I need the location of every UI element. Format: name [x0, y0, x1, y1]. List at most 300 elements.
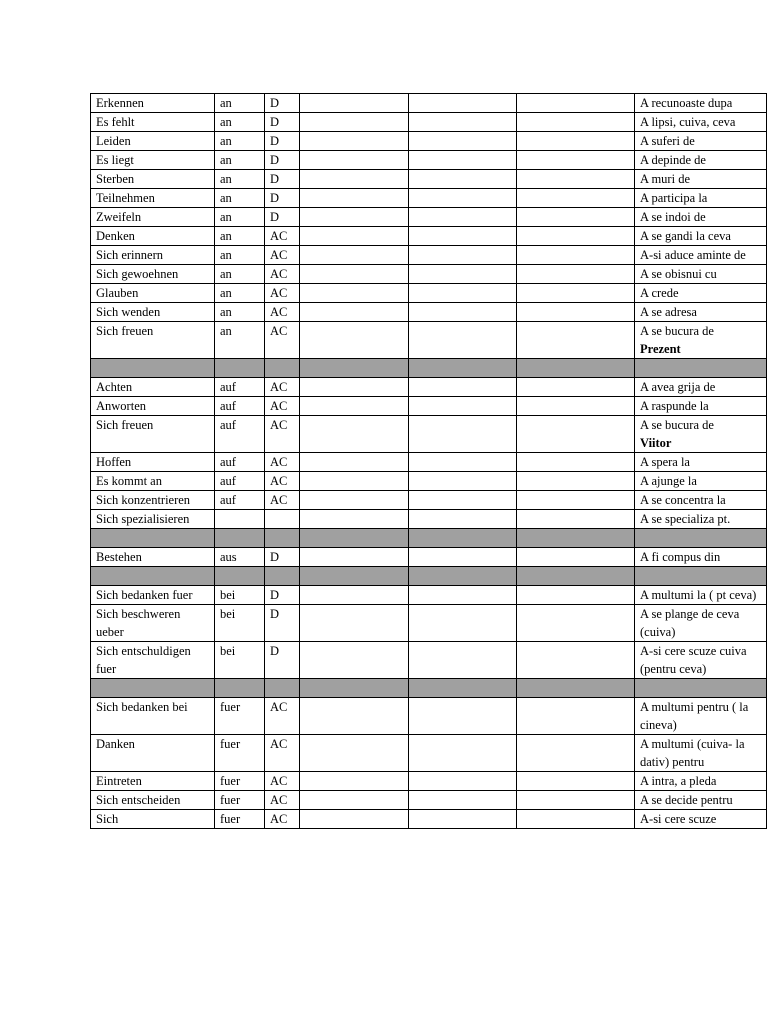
preposition-cell: [215, 548, 265, 567]
preposition-text: an: [220, 172, 232, 186]
preposition-text: an: [220, 229, 232, 243]
empty-cell: [517, 642, 635, 679]
empty-cell: [409, 170, 517, 189]
translation-text: A se obisnui cu: [640, 267, 717, 281]
empty-cell: [300, 113, 409, 132]
preposition-text: an: [220, 115, 232, 129]
empty-cell: [517, 170, 635, 189]
translation-text: A multumi pentru ( la cineva): [640, 700, 749, 732]
translation-cell: [635, 132, 767, 151]
preposition-cell: [215, 472, 265, 491]
case-cell: [265, 208, 300, 227]
translation-cell: [635, 472, 767, 491]
preposition-cell: [215, 510, 265, 529]
verb-text: Hoffen: [96, 455, 132, 469]
empty-cell: [517, 378, 635, 397]
table-row: [91, 510, 767, 529]
empty-cell: [409, 491, 517, 510]
preposition-text: an: [220, 134, 232, 148]
preposition-cell: [215, 810, 265, 829]
verb-text: Sich entscheiden: [96, 793, 181, 807]
verb-cell: [91, 265, 215, 284]
verb-cell: [91, 94, 215, 113]
verb-cell: [91, 698, 215, 735]
translation-text: A muri de: [640, 172, 690, 186]
separator-cell: [635, 359, 767, 378]
case-cell: [265, 416, 300, 453]
preposition-text: auf: [220, 474, 236, 488]
vocabulary-table-body: [91, 94, 767, 829]
case-cell: [265, 265, 300, 284]
empty-cell: [517, 94, 635, 113]
case-cell: [265, 586, 300, 605]
case-cell: [265, 151, 300, 170]
table-row: [91, 416, 767, 453]
empty-cell: [409, 397, 517, 416]
separator-cell: [635, 679, 767, 698]
verb-cell: [91, 227, 215, 246]
verb-cell: [91, 113, 215, 132]
translation-cell: [635, 416, 767, 453]
empty-cell: [517, 605, 635, 642]
empty-cell: [409, 246, 517, 265]
verb-cell: [91, 151, 215, 170]
translation-text: A multumi la ( pt ceva): [640, 588, 757, 602]
empty-cell: [517, 132, 635, 151]
empty-cell: [409, 189, 517, 208]
case-text: AC: [270, 418, 288, 432]
verb-text: Denken: [96, 229, 135, 243]
verb-cell: [91, 735, 215, 772]
case-text: AC: [270, 812, 288, 826]
empty-cell: [517, 246, 635, 265]
preposition-cell: [215, 491, 265, 510]
translation-text: A lipsi, cuiva, ceva: [640, 115, 736, 129]
empty-cell: [409, 151, 517, 170]
verb-text: Danken: [96, 737, 135, 751]
empty-cell: [300, 322, 409, 359]
table-row: [91, 284, 767, 303]
table-row: [91, 397, 767, 416]
separator-cell: [517, 359, 635, 378]
empty-cell: [409, 548, 517, 567]
empty-cell: [300, 246, 409, 265]
translation-cell: [635, 453, 767, 472]
case-cell: [265, 94, 300, 113]
empty-cell: [517, 791, 635, 810]
empty-cell: [300, 510, 409, 529]
tense-note: Viitor: [640, 436, 672, 450]
case-text: AC: [270, 229, 288, 243]
preposition-text: auf: [220, 493, 236, 507]
translation-cell: [635, 791, 767, 810]
translation-text: A-si cere scuze cuiva (pentru ceva): [640, 644, 747, 676]
preposition-text: an: [220, 248, 232, 262]
verb-text: Sich erinnern: [96, 248, 163, 262]
table-row: [91, 453, 767, 472]
preposition-cell: [215, 132, 265, 151]
table-row: [91, 227, 767, 246]
preposition-text: bei: [220, 644, 236, 658]
empty-cell: [517, 284, 635, 303]
case-cell: [265, 132, 300, 151]
preposition-cell: [215, 189, 265, 208]
table-row: [91, 208, 767, 227]
separator-cell: [409, 529, 517, 548]
empty-cell: [300, 642, 409, 679]
empty-cell: [409, 698, 517, 735]
case-text: AC: [270, 399, 288, 413]
verb-text: Sich gewoehnen: [96, 267, 179, 281]
translation-text: A fi compus din: [640, 550, 721, 564]
section-separator-row: [91, 679, 767, 698]
translation-cell: [635, 284, 767, 303]
verb-cell: [91, 208, 215, 227]
empty-cell: [517, 510, 635, 529]
separator-cell: [215, 359, 265, 378]
case-cell: [265, 510, 300, 529]
table-row: [91, 151, 767, 170]
section-separator-row: [91, 529, 767, 548]
verb-cell: [91, 132, 215, 151]
empty-cell: [409, 113, 517, 132]
empty-cell: [409, 472, 517, 491]
empty-cell: [300, 132, 409, 151]
preposition-text: auf: [220, 399, 236, 413]
empty-cell: [300, 303, 409, 322]
preposition-cell: [215, 586, 265, 605]
translation-text: A se concentra la: [640, 493, 726, 507]
separator-cell: [635, 529, 767, 548]
translation-text: A participa la: [640, 191, 708, 205]
table-row: [91, 698, 767, 735]
case-cell: [265, 772, 300, 791]
verb-cell: [91, 453, 215, 472]
preposition-cell: [215, 322, 265, 359]
verb-cell: [91, 586, 215, 605]
translation-text: A-si cere scuze: [640, 812, 717, 826]
empty-cell: [300, 397, 409, 416]
translation-cell: [635, 246, 767, 265]
empty-cell: [517, 397, 635, 416]
empty-cell: [517, 322, 635, 359]
verb-text: Zweifeln: [96, 210, 142, 224]
verb-cell: [91, 605, 215, 642]
preposition-cell: [215, 416, 265, 453]
case-cell: [265, 322, 300, 359]
preposition-text: an: [220, 153, 232, 167]
separator-cell: [300, 567, 409, 586]
case-text: AC: [270, 793, 288, 807]
translation-cell: [635, 94, 767, 113]
verb-cell: [91, 303, 215, 322]
empty-cell: [300, 189, 409, 208]
verb-cell: [91, 642, 215, 679]
separator-cell: [300, 529, 409, 548]
preposition-text: bei: [220, 588, 236, 602]
case-cell: [265, 548, 300, 567]
case-cell: [265, 170, 300, 189]
case-cell: [265, 642, 300, 679]
preposition-cell: [215, 453, 265, 472]
translation-text: A se gandi la ceva: [640, 229, 731, 243]
verb-cell: [91, 491, 215, 510]
table-row: [91, 605, 767, 642]
verb-cell: [91, 322, 215, 359]
preposition-cell: [215, 284, 265, 303]
verb-cell: [91, 772, 215, 791]
preposition-text: fuer: [220, 774, 241, 788]
preposition-cell: [215, 735, 265, 772]
empty-cell: [300, 791, 409, 810]
preposition-text: an: [220, 191, 232, 205]
preposition-text: fuer: [220, 737, 241, 751]
case-text: AC: [270, 324, 288, 338]
empty-cell: [409, 265, 517, 284]
empty-cell: [517, 548, 635, 567]
translation-text: A spera la: [640, 455, 690, 469]
preposition-cell: [215, 378, 265, 397]
case-text: D: [270, 210, 280, 224]
empty-cell: [409, 810, 517, 829]
empty-cell: [300, 151, 409, 170]
preposition-cell: [215, 151, 265, 170]
separator-cell: [91, 679, 215, 698]
translation-cell: [635, 491, 767, 510]
verb-text: Sich konzentrieren: [96, 493, 191, 507]
empty-cell: [517, 208, 635, 227]
empty-cell: [409, 378, 517, 397]
preposition-cell: [215, 698, 265, 735]
separator-cell: [517, 529, 635, 548]
translation-text: A ajunge la: [640, 474, 697, 488]
verb-text: Es liegt: [96, 153, 134, 167]
verb-text: Sich beschweren ueber: [96, 607, 181, 639]
translation-text: A-si aduce aminte de: [640, 248, 746, 262]
translation-cell: [635, 397, 767, 416]
case-text: AC: [270, 380, 288, 394]
preposition-text: auf: [220, 418, 236, 432]
case-text: D: [270, 134, 280, 148]
empty-cell: [517, 472, 635, 491]
empty-cell: [300, 208, 409, 227]
table-row: [91, 132, 767, 151]
verb-cell: [91, 189, 215, 208]
verb-text: Sich: [96, 812, 119, 826]
tense-note: Prezent: [640, 342, 681, 356]
separator-cell: [409, 359, 517, 378]
empty-cell: [409, 94, 517, 113]
preposition-text: fuer: [220, 700, 241, 714]
translation-cell: [635, 586, 767, 605]
translation-text: A recunoaste dupa: [640, 96, 733, 110]
translation-text: A multumi (cuiva- la dativ) pentru: [640, 737, 745, 769]
verb-cell: [91, 810, 215, 829]
empty-cell: [517, 151, 635, 170]
separator-cell: [517, 567, 635, 586]
table-row: [91, 791, 767, 810]
separator-cell: [635, 567, 767, 586]
section-separator-row: [91, 567, 767, 586]
verb-text: Eintreten: [96, 774, 142, 788]
separator-cell: [91, 567, 215, 586]
table-row: [91, 265, 767, 284]
empty-cell: [409, 791, 517, 810]
translation-cell: [635, 698, 767, 735]
preposition-cell: [215, 246, 265, 265]
translation-cell: [635, 378, 767, 397]
empty-cell: [300, 284, 409, 303]
case-cell: [265, 791, 300, 810]
preposition-text: aus: [220, 550, 237, 564]
separator-cell: [215, 529, 265, 548]
separator-cell: [265, 567, 300, 586]
preposition-cell: [215, 208, 265, 227]
separator-cell: [215, 679, 265, 698]
table-row: [91, 246, 767, 265]
case-cell: [265, 491, 300, 510]
preposition-cell: [215, 605, 265, 642]
translation-cell: [635, 208, 767, 227]
empty-cell: [517, 265, 635, 284]
case-text: D: [270, 115, 280, 129]
separator-cell: [265, 679, 300, 698]
empty-cell: [409, 284, 517, 303]
verb-text: Sich freuen: [96, 418, 154, 432]
table-row: [91, 735, 767, 772]
verb-text: Es fehlt: [96, 115, 135, 129]
translation-cell: [635, 548, 767, 567]
table-row: [91, 491, 767, 510]
case-text: AC: [270, 286, 288, 300]
case-text: D: [270, 191, 280, 205]
empty-cell: [300, 810, 409, 829]
empty-cell: [300, 698, 409, 735]
table-row: [91, 303, 767, 322]
translation-text: A suferi de: [640, 134, 695, 148]
case-cell: [265, 453, 300, 472]
table-row: [91, 810, 767, 829]
verb-cell: [91, 246, 215, 265]
case-cell: [265, 189, 300, 208]
case-cell: [265, 378, 300, 397]
vocabulary-table: [90, 93, 767, 829]
case-cell: [265, 227, 300, 246]
empty-cell: [517, 189, 635, 208]
case-text: D: [270, 96, 280, 110]
translation-text: A se specializa pt.: [640, 512, 731, 526]
verb-text: Sich entschuldigen fuer: [96, 644, 191, 676]
verb-text: Anworten: [96, 399, 146, 413]
separator-cell: [300, 679, 409, 698]
translation-cell: [635, 642, 767, 679]
table-row: [91, 189, 767, 208]
preposition-text: an: [220, 96, 232, 110]
separator-cell: [215, 567, 265, 586]
case-text: D: [270, 607, 280, 621]
case-cell: [265, 735, 300, 772]
empty-cell: [409, 772, 517, 791]
separator-cell: [517, 679, 635, 698]
translation-cell: [635, 170, 767, 189]
separator-cell: [265, 529, 300, 548]
case-cell: [265, 698, 300, 735]
table-row: [91, 586, 767, 605]
separator-cell: [300, 359, 409, 378]
empty-cell: [409, 605, 517, 642]
separator-cell: [409, 679, 517, 698]
separator-cell: [409, 567, 517, 586]
translation-text: A se indoi de: [640, 210, 706, 224]
preposition-text: fuer: [220, 812, 241, 826]
verb-cell: [91, 170, 215, 189]
preposition-text: auf: [220, 455, 236, 469]
case-text: AC: [270, 493, 288, 507]
preposition-text: an: [220, 324, 232, 338]
empty-cell: [409, 227, 517, 246]
empty-cell: [517, 735, 635, 772]
verb-text: Achten: [96, 380, 133, 394]
empty-cell: [517, 416, 635, 453]
verb-text: Sich bedanken fuer: [96, 588, 193, 602]
verb-text: Bestehen: [96, 550, 142, 564]
empty-cell: [300, 227, 409, 246]
translation-cell: [635, 227, 767, 246]
case-cell: [265, 113, 300, 132]
case-text: D: [270, 550, 280, 564]
empty-cell: [409, 586, 517, 605]
case-text: D: [270, 644, 280, 658]
case-cell: [265, 284, 300, 303]
case-text: AC: [270, 455, 288, 469]
table-row: [91, 378, 767, 397]
verb-text: Glauben: [96, 286, 139, 300]
empty-cell: [517, 453, 635, 472]
translation-cell: [635, 265, 767, 284]
translation-text: A raspunde la: [640, 399, 709, 413]
empty-cell: [517, 698, 635, 735]
translation-text: A intra, a pleda: [640, 774, 717, 788]
empty-cell: [300, 491, 409, 510]
verb-cell: [91, 510, 215, 529]
verb-cell: [91, 378, 215, 397]
preposition-cell: [215, 94, 265, 113]
verb-text: Teilnehmen: [96, 191, 155, 205]
empty-cell: [300, 772, 409, 791]
empty-cell: [409, 132, 517, 151]
empty-cell: [517, 227, 635, 246]
translation-cell: [635, 772, 767, 791]
empty-cell: [517, 810, 635, 829]
empty-cell: [409, 416, 517, 453]
case-text: AC: [270, 700, 288, 714]
empty-cell: [409, 208, 517, 227]
verb-text: Sich freuen: [96, 324, 154, 338]
translation-text: A crede: [640, 286, 679, 300]
preposition-cell: [215, 170, 265, 189]
preposition-text: an: [220, 267, 232, 281]
case-cell: [265, 605, 300, 642]
empty-cell: [300, 548, 409, 567]
empty-cell: [300, 170, 409, 189]
verb-text: Erkennen: [96, 96, 144, 110]
table-row: [91, 472, 767, 491]
case-text: AC: [270, 305, 288, 319]
verb-text: Sich wenden: [96, 305, 161, 319]
case-text: AC: [270, 267, 288, 281]
empty-cell: [300, 453, 409, 472]
translation-cell: [635, 605, 767, 642]
